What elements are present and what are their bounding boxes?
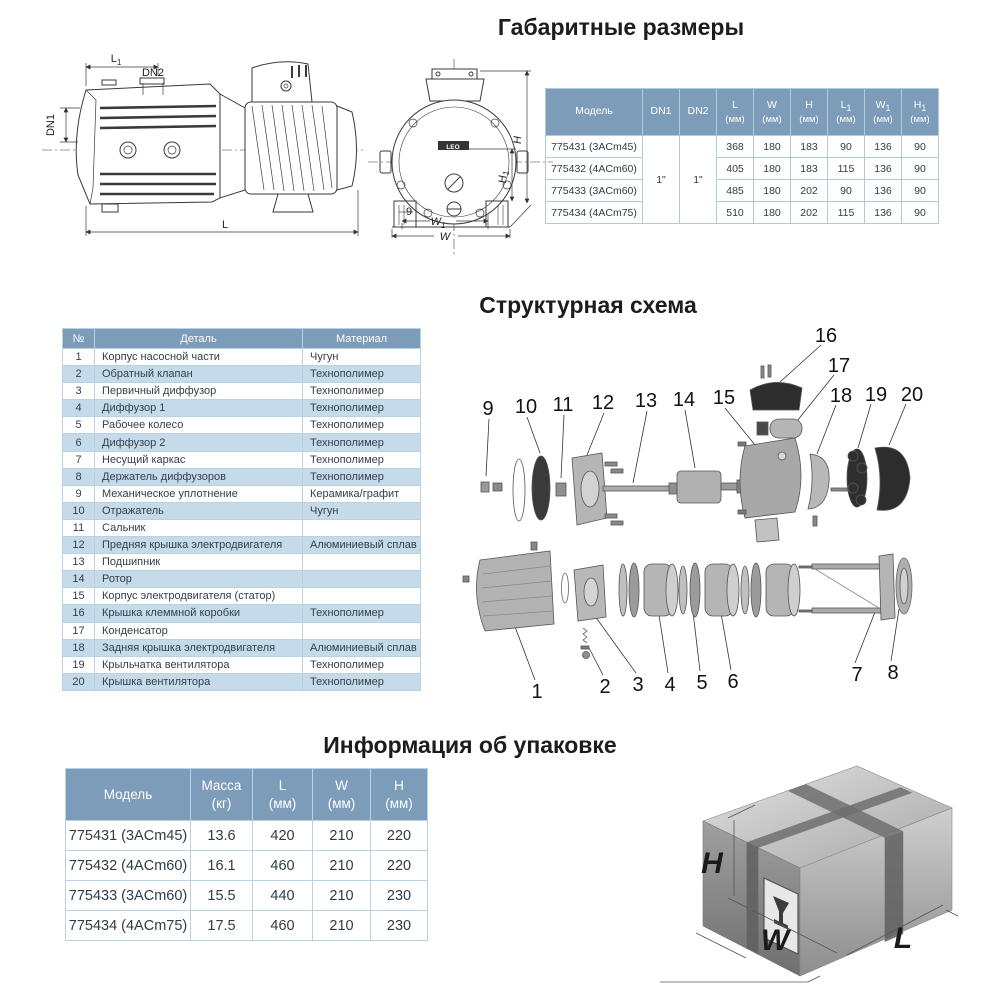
value-cell: 183 xyxy=(791,158,828,180)
col-w: W (мм) xyxy=(754,89,791,136)
part-cell: Крышка клеммной коробки xyxy=(95,605,303,622)
value-cell: 90 xyxy=(828,180,865,202)
material-cell xyxy=(303,571,421,588)
num-cell: 15 xyxy=(63,588,95,605)
part-cell: Диффузор 1 xyxy=(95,400,303,417)
box-label-l: L xyxy=(893,922,913,955)
dimension-w xyxy=(392,229,510,238)
num-cell: 4 xyxy=(63,400,95,417)
table-row xyxy=(546,180,939,202)
part-capacitor xyxy=(757,419,802,438)
table-row xyxy=(66,881,428,911)
value-cell: 90 xyxy=(902,180,939,202)
material-cell: Технополимер xyxy=(303,434,421,451)
num-cell: 13 xyxy=(63,554,95,571)
callout-12: 12 xyxy=(591,392,615,414)
part-oring-small xyxy=(562,573,569,603)
table-row xyxy=(63,588,421,605)
num-cell: 20 xyxy=(63,673,95,690)
part-fan xyxy=(847,449,867,507)
material-cell: Алюминиевый сплав xyxy=(303,639,421,656)
part-cell: Корпус насосной части xyxy=(95,349,303,366)
material-cell: Технополимер xyxy=(303,656,421,673)
part-shaft xyxy=(603,483,677,494)
part-rear-motor-cover xyxy=(808,454,851,526)
table-row xyxy=(63,417,421,434)
callout-13: 13 xyxy=(634,390,658,412)
num-cell: 3 xyxy=(63,383,95,400)
value-cell: 220 xyxy=(371,821,428,851)
model-cell: 775434 (4ACm75) xyxy=(546,202,643,224)
table-row xyxy=(546,202,939,224)
callout-5: 5 xyxy=(696,672,708,694)
material-cell: Чугун xyxy=(303,349,421,366)
label-w1: $W_1$ xyxy=(430,216,446,230)
col-w: W (мм) xyxy=(313,769,371,821)
material-cell: Чугун xyxy=(303,502,421,519)
value-cell: 136 xyxy=(865,180,902,202)
material-cell: Технополимер xyxy=(303,468,421,485)
num-cell: 2 xyxy=(63,366,95,383)
part-fan-cover xyxy=(875,447,910,510)
material-cell: Технополимер xyxy=(303,383,421,400)
packaging-box-illustration xyxy=(660,758,990,988)
table-row xyxy=(546,136,939,158)
part-cell: Первичный диффузор xyxy=(95,383,303,400)
box-3d xyxy=(703,766,952,976)
material-cell: Технополимер xyxy=(303,400,421,417)
label-h1: $H_1$ xyxy=(497,170,511,184)
terminal-box xyxy=(252,62,312,102)
part-cell: Конденсатор xyxy=(95,622,303,639)
value-cell: 180 xyxy=(754,180,791,202)
value-cell: 16.1 xyxy=(191,851,253,881)
part-deflector xyxy=(532,456,550,520)
table-row xyxy=(63,673,421,690)
value-cell: 202 xyxy=(791,180,828,202)
col-h: H (мм) xyxy=(371,769,428,821)
parts-table-header-row xyxy=(63,329,421,349)
col-mass: Масса (кг) xyxy=(191,769,253,821)
value-cell: 440 xyxy=(253,881,313,911)
value-cell: 90 xyxy=(902,202,939,224)
part-carrying-frame xyxy=(799,554,895,620)
callout-4: 4 xyxy=(664,674,676,696)
model-cell: 775431 (3ACm45) xyxy=(66,821,191,851)
part-diffuser-stack xyxy=(619,563,800,617)
part-cell: Сальник xyxy=(95,519,303,536)
table-row xyxy=(66,821,428,851)
value-cell: 230 xyxy=(371,881,428,911)
col-l1: $L_1$ (мм) xyxy=(828,89,865,136)
table-row xyxy=(63,434,421,451)
part-rotor xyxy=(677,471,743,503)
value-cell: 485 xyxy=(717,180,754,202)
packaging-table xyxy=(65,768,428,941)
table-row xyxy=(63,571,421,588)
col-material: Материал xyxy=(303,329,421,349)
part-cell: Держатель диффузоров xyxy=(95,468,303,485)
leo-logo-text: LEO xyxy=(446,144,460,151)
part-cell: Обратный клапан xyxy=(95,366,303,383)
model-cell: 775433 (3ACm60) xyxy=(66,881,191,911)
material-cell xyxy=(303,519,421,536)
box-label-h: H xyxy=(701,847,723,880)
table-row xyxy=(66,911,428,941)
part-cell: Задняя крышка электродвигателя xyxy=(95,639,303,656)
col-dn2: DN2 xyxy=(680,89,717,136)
callout-20: 20 xyxy=(900,384,924,406)
material-cell: Технополимер xyxy=(303,673,421,690)
callout-11: 11 xyxy=(552,394,574,416)
table-row xyxy=(63,400,421,417)
num-cell: 6 xyxy=(63,434,95,451)
part-cell: Отражатель xyxy=(95,502,303,519)
callout-8: 8 xyxy=(887,662,899,684)
part-cell: Предняя крышка электродвигателя xyxy=(95,537,303,554)
num-cell: 12 xyxy=(63,537,95,554)
callout-1: 1 xyxy=(531,681,543,703)
part-pump-body xyxy=(463,542,554,631)
col-model: Модель xyxy=(66,769,191,821)
label-l: L xyxy=(221,219,229,231)
value-cell: 136 xyxy=(865,136,902,158)
num-cell: 8 xyxy=(63,468,95,485)
table-row xyxy=(63,622,421,639)
label-dn2: DN2 xyxy=(141,67,165,79)
num-cell: 11 xyxy=(63,519,95,536)
label-w: W xyxy=(439,231,451,243)
col-h: H (мм) xyxy=(791,89,828,136)
num-cell: 1 xyxy=(63,349,95,366)
callout-14: 14 xyxy=(672,389,696,411)
callout-3: 3 xyxy=(632,674,644,696)
dimensions-table xyxy=(545,88,939,224)
value-cell: 90 xyxy=(902,136,939,158)
part-diffuser-holder xyxy=(896,558,912,614)
num-cell: 17 xyxy=(63,622,95,639)
callout-18: 18 xyxy=(829,385,853,407)
table-row xyxy=(63,554,421,571)
pump-casing xyxy=(76,78,220,212)
callout-9: 9 xyxy=(482,398,494,420)
col-dn1: DN1 xyxy=(643,89,680,136)
table-row xyxy=(63,639,421,656)
col-w1: $W_1$ (мм) xyxy=(865,89,902,136)
part-terminal-cover xyxy=(750,365,802,410)
material-cell: Технополимер xyxy=(303,451,421,468)
value-cell: 210 xyxy=(313,911,371,941)
material-cell xyxy=(303,622,421,639)
value-cell: 230 xyxy=(371,911,428,941)
value-cell: 183 xyxy=(791,136,828,158)
part-cell: Подшипник xyxy=(95,554,303,571)
material-cell: Алюминиевый сплав xyxy=(303,537,421,554)
callout-16: 16 xyxy=(814,325,838,347)
value-cell: 13.6 xyxy=(191,821,253,851)
motor-housing xyxy=(220,62,357,212)
value-cell: 115 xyxy=(828,202,865,224)
structure-section-title: Структурная схема xyxy=(479,292,697,318)
table-row xyxy=(63,502,421,519)
value-cell: 90 xyxy=(902,158,939,180)
callout-6: 6 xyxy=(727,671,739,693)
box-strap xyxy=(747,842,759,954)
value-cell: 202 xyxy=(791,202,828,224)
col-l: L (мм) xyxy=(253,769,313,821)
dimensions-table-header-row xyxy=(546,89,939,136)
material-cell: Технополимер xyxy=(303,605,421,622)
part-cell: Корпус электродвигателя (статор) xyxy=(95,588,303,605)
value-cell: 220 xyxy=(371,851,428,881)
callout-19: 19 xyxy=(864,384,888,406)
table-row xyxy=(63,605,421,622)
value-cell: 17.5 xyxy=(191,911,253,941)
value-cell: 15.5 xyxy=(191,881,253,911)
table-row xyxy=(63,485,421,502)
table-row xyxy=(63,656,421,673)
callout-10: 10 xyxy=(514,396,538,418)
num-cell: 19 xyxy=(63,656,95,673)
part-cell: Ротор xyxy=(95,571,303,588)
callout-2: 2 xyxy=(599,676,611,698)
box-label-w: W xyxy=(760,924,790,957)
label-9: 9 xyxy=(406,206,413,218)
label-l1: $L_1$ xyxy=(110,53,122,67)
value-cell: 210 xyxy=(313,881,371,911)
part-cell: Диффузор 2 xyxy=(95,434,303,451)
value-cell: 136 xyxy=(865,158,902,180)
value-cell: 180 xyxy=(754,158,791,180)
pump-front-view-drawing xyxy=(368,55,553,260)
part-cell: Механическое уплотнение xyxy=(95,485,303,502)
material-cell: Керамика/графит xyxy=(303,485,421,502)
table-row xyxy=(63,468,421,485)
material-cell xyxy=(303,554,421,571)
part-oring xyxy=(513,459,525,521)
callout-7: 7 xyxy=(851,664,863,686)
value-cell: 180 xyxy=(754,202,791,224)
value-cell: 420 xyxy=(253,821,313,851)
table-row xyxy=(546,158,939,180)
dn2-cell: 1" xyxy=(680,136,717,224)
part-cell: Рабочее колесо xyxy=(95,417,303,434)
num-cell: 18 xyxy=(63,639,95,656)
num-cell: 7 xyxy=(63,451,95,468)
value-cell: 460 xyxy=(253,911,313,941)
dimensions-section-title: Габаритные размеры xyxy=(497,14,745,40)
value-cell: 210 xyxy=(313,821,371,851)
material-cell: Технополимер xyxy=(303,417,421,434)
part-gland xyxy=(556,483,566,496)
col-num: № xyxy=(63,329,95,349)
part-mech-seal xyxy=(481,482,502,492)
value-cell: 115 xyxy=(828,158,865,180)
num-cell: 14 xyxy=(63,571,95,588)
table-row xyxy=(63,451,421,468)
callout-15: 15 xyxy=(712,387,736,409)
model-cell: 775433 (3ACm60) xyxy=(546,180,643,202)
value-cell: 210 xyxy=(313,851,371,881)
table-row xyxy=(63,383,421,400)
label-h: H xyxy=(512,136,524,144)
material-cell xyxy=(303,588,421,605)
label-dn1: DN1 xyxy=(45,113,57,137)
model-cell: 775432 (4ACm60) xyxy=(546,158,643,180)
table-row xyxy=(63,349,421,366)
parts-table xyxy=(62,328,421,691)
num-cell: 5 xyxy=(63,417,95,434)
col-part: Деталь xyxy=(95,329,303,349)
packaging-section-title: Информация об упаковке xyxy=(323,732,617,758)
part-stator-housing xyxy=(738,438,801,542)
material-cell: Технополимер xyxy=(303,366,421,383)
value-cell: 180 xyxy=(754,136,791,158)
num-cell: 16 xyxy=(63,605,95,622)
num-cell: 9 xyxy=(63,485,95,502)
col-model: Модель xyxy=(546,89,643,136)
part-cell: Несущий каркас xyxy=(95,451,303,468)
model-cell: 775434 (4ACm75) xyxy=(66,911,191,941)
part-cell: Крыльчатка вентилятора xyxy=(95,656,303,673)
dn1-cell: 1" xyxy=(643,136,680,224)
table-row xyxy=(66,851,428,881)
model-cell: 775431 (3ACm45) xyxy=(546,136,643,158)
table-row xyxy=(63,519,421,536)
part-cell: Крышка вентилятора xyxy=(95,673,303,690)
value-cell: 510 xyxy=(717,202,754,224)
col-h1: $H_1$ (мм) xyxy=(902,89,939,136)
pump-side-view-drawing xyxy=(40,50,365,250)
exploded-view-diagram xyxy=(455,318,950,708)
value-cell: 460 xyxy=(253,851,313,881)
value-cell: 405 xyxy=(717,158,754,180)
part-primary-diffuser xyxy=(574,565,606,621)
table-row xyxy=(63,366,421,383)
part-check-valve xyxy=(581,628,590,659)
num-cell: 10 xyxy=(63,502,95,519)
model-cell: 775432 (4ACm60) xyxy=(66,851,191,881)
callout-17: 17 xyxy=(827,355,851,377)
col-l: L (мм) xyxy=(717,89,754,136)
value-cell: 136 xyxy=(865,202,902,224)
value-cell: 368 xyxy=(717,136,754,158)
table-row xyxy=(63,537,421,554)
value-cell: 90 xyxy=(828,136,865,158)
packaging-table-header-row xyxy=(66,769,428,821)
